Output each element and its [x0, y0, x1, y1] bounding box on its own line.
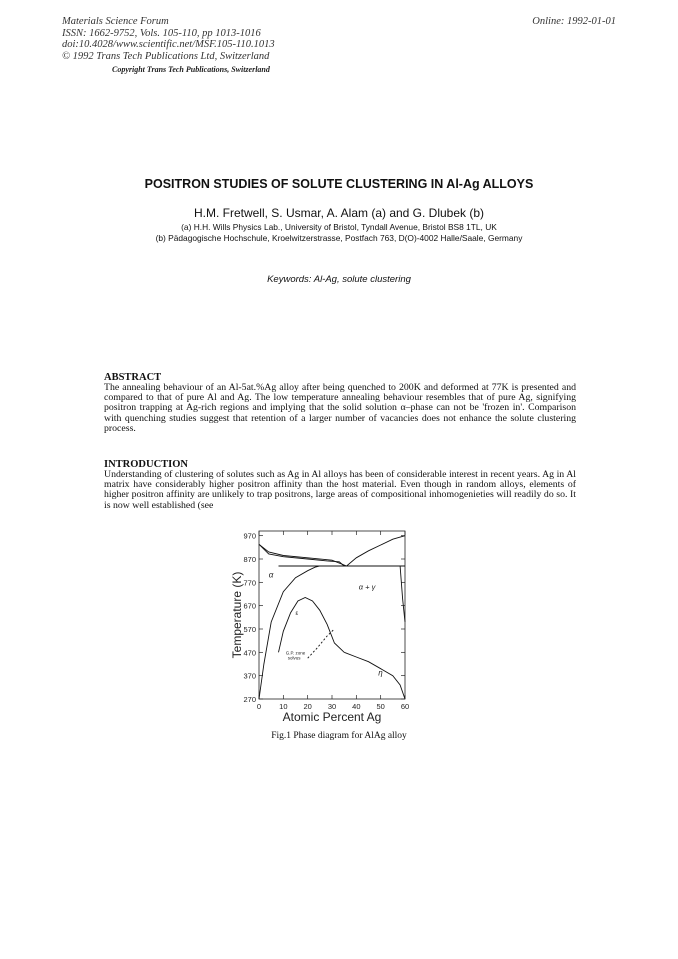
phase-boundary-epsilon-boundary: [279, 598, 345, 653]
y-tick-label: 670: [243, 601, 256, 611]
y-axis-label: Temperature (K): [230, 571, 244, 659]
x-tick-label: 10: [279, 702, 288, 711]
journal-name: Materials Science Forum: [62, 16, 169, 27]
x-axis-label: Atomic Percent Ag: [282, 710, 382, 724]
phase-diagram-chart: [229, 527, 419, 727]
region-label: α: [268, 570, 274, 580]
y-tick-label: 770: [243, 578, 256, 588]
journal-publisher: © 1992 Trans Tech Publications Ltd, Switzerland: [62, 50, 270, 62]
region-label: η: [378, 668, 383, 678]
affiliation-b: (b) Pädagogische Hochschule, Kroelwitzerstrasse, Postfach 763, D(O)-4002 Halle/Saale, Germany: [155, 233, 523, 243]
region-label-solvus: solvus: [287, 655, 301, 661]
phase-diagram-figure: [229, 527, 419, 727]
x-tick-label: 0: [256, 702, 262, 711]
figure-caption: Fig.1 Phase diagram for AlAg alloy: [271, 731, 407, 741]
affiliation-a: (a) H.H. Wills Physics Lab., University of Bristol, Tyndall Avenue, Bristol BS8 1TL, UK: [181, 222, 497, 232]
journal-header: [62, 16, 275, 62]
journal-doi[interactable]: doi:10.4028/www.scientific.net/MSF.105-110.1013: [62, 39, 275, 50]
online-date: Online: 1992-01-01: [532, 16, 616, 27]
phase-boundary-gamma-left-boundary: [400, 566, 405, 622]
paper-authors: H.M. Fretwell, S. Usmar, A. Alam (a) and G. Dlubek (b): [193, 206, 485, 220]
x-tick-label: 50: [376, 702, 385, 711]
introduction-section: [104, 459, 576, 511]
x-tick-label: 60: [400, 702, 410, 711]
phase-boundary-eta-solvus: [344, 652, 405, 699]
introduction-text: Understanding of clustering of solutes such as Ag in Al alloys has been of considerable interest in recent years. Ag in Al matrix have considerably higher positron affinity than the host material. Even though in random alloys, elements of higher positron affinity are unlikely to trap positrons, large areas of compositional inhomogenieties will readily do so. It is now well established (see: [104, 469, 576, 511]
region-label: α + γ: [358, 582, 376, 592]
y-tick-label: 370: [243, 671, 256, 681]
y-tick-label: 570: [243, 625, 256, 634]
phase-boundary-gp-zone-solvus: [308, 629, 335, 658]
paper-title: POSITRON STUDIES OF SOLUTE CLUSTERING IN Al-Ag ALLOYS: [144, 177, 534, 191]
y-tick-label: 970: [243, 531, 256, 541]
abstract-section: [104, 372, 576, 434]
copyright-notice: Copyright Trans Tech Publications, Switzerland: [112, 65, 270, 74]
keywords: Keywords: Al-Ag, solute clustering: [267, 274, 411, 285]
y-tick-label: 470: [243, 648, 256, 658]
y-tick-label: 270: [243, 695, 256, 704]
x-tick-label: 30: [327, 702, 337, 711]
region-label: ε: [295, 611, 299, 617]
y-tick-label: 870: [243, 555, 256, 564]
abstract-heading: ABSTRACT: [104, 372, 162, 383]
region-label-gp-zone: G.P. zone: [285, 650, 306, 656]
x-tick-label: 40: [352, 702, 361, 711]
journal-issn: ISSN: 1662-9752, Vols. 105-110, pp 1013-1016: [62, 27, 261, 39]
introduction-heading: INTRODUCTION: [104, 459, 189, 470]
x-tick-label: 20: [303, 702, 312, 711]
phase-boundary-alpha-solvus: [259, 566, 320, 699]
abstract-text: The annealing behaviour of an Al-5at.%Ag alloy after being quenched to 200K and deformed at 77K is presented and compared to that of pure Al and Ag. The low temperature annealing behaviour resembles that of pure Ag, signifying positron trapping at Ag-rich regions and implying that the solid solution α–phase can not be 'frozen in'. Comparison with quenching studies suggest that retention of a larger number of vacancies does not enhance the solute clustering process.: [104, 382, 576, 434]
